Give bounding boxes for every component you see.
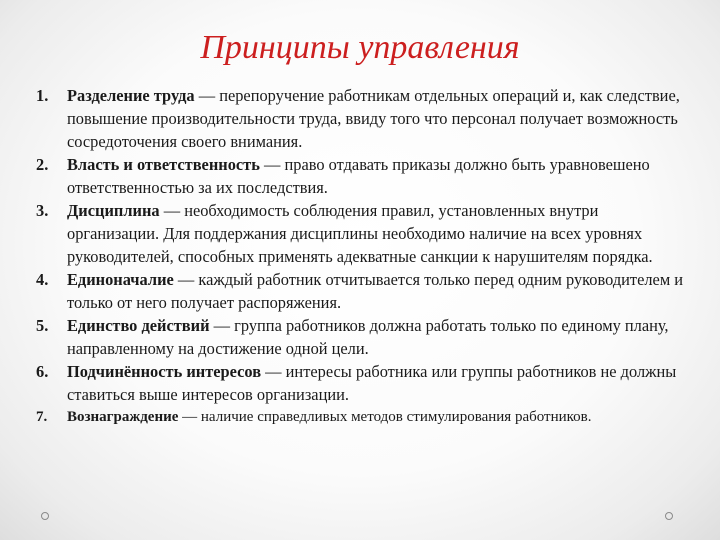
item-text: — необходимость соблюдения правил, установленных внутри организации. Для поддержания дисциплины необходимо наличие на всех уровнях руководителей, способных применять адекватные санкции к нарушителям порядка.	[67, 201, 653, 266]
list-item	[36, 268, 686, 314]
item-text: — перепоручение работникам отдельных операций и, как следствие, повышение производительности труда, ввиду того что персонал получает возможность сосредоточения своего внимания.	[67, 86, 680, 151]
item-term: Разделение труда	[67, 86, 195, 105]
item-term: Единоначалие	[67, 270, 174, 289]
list-item	[36, 153, 686, 199]
principles-list	[36, 84, 686, 428]
list-item	[36, 199, 686, 268]
item-term: Вознаграждение	[67, 409, 179, 425]
list-item	[36, 84, 686, 153]
list-item	[36, 314, 686, 360]
decorative-dot-icon	[665, 512, 673, 520]
item-term: Власть и ответственность	[67, 155, 260, 174]
item-number: 5.	[36, 316, 49, 335]
item-term: Дисциплина	[67, 201, 160, 220]
item-number: 7.	[36, 409, 48, 425]
item-number: 2.	[36, 155, 49, 174]
slide-title: Принципы управления	[200, 29, 520, 66]
item-term: Единство действий	[67, 316, 210, 335]
item-number: 4.	[36, 270, 49, 289]
list-item	[36, 406, 686, 428]
item-text: — наличие справедливых методов стимулирования работников.	[178, 409, 592, 425]
item-number: 3.	[36, 201, 49, 220]
item-text: — каждый работник отчитывается только перед одним руководителем и только от него получает распоряжения.	[67, 270, 684, 312]
item-text: — право отдавать приказы должно быть уравновешено ответственностью за их последствия.	[67, 155, 650, 197]
item-term: Подчинённость интересов	[67, 362, 262, 381]
item-text: — группа работников должна работать только по единому плану, направленному на достижение одной цели.	[67, 316, 669, 358]
item-number: 6.	[36, 362, 49, 381]
item-number: 1.	[36, 86, 49, 105]
list-item	[36, 360, 686, 406]
decorative-dot-icon	[41, 512, 49, 520]
item-text: — интересы работника или группы работников не должны ставиться выше интересов организации.	[67, 362, 677, 404]
